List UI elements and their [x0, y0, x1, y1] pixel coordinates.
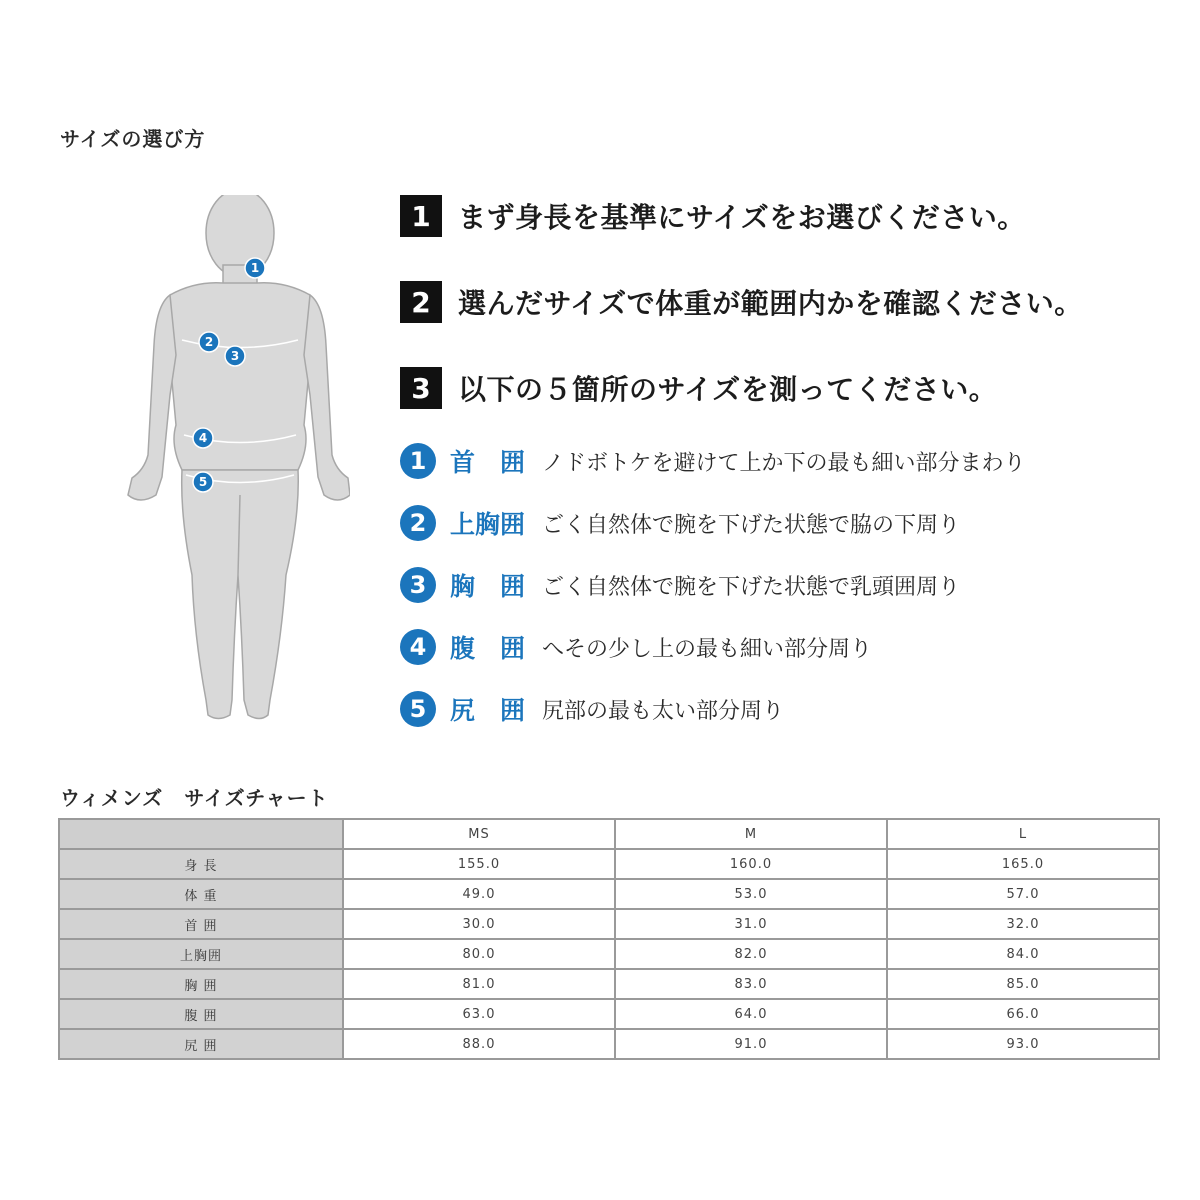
measure-label: 腹 囲 — [450, 634, 526, 663]
measure-point-waist — [400, 627, 872, 667]
step-number: 3 — [400, 367, 442, 409]
measure-label: 尻 囲 — [450, 696, 526, 725]
table-cell: 88.0 — [343, 1029, 615, 1059]
table-cell: 30.0 — [343, 909, 615, 939]
number-badge: 5 — [400, 691, 436, 727]
row-header: 上胸囲 — [59, 939, 343, 969]
table-cell: 83.0 — [615, 969, 887, 999]
figure-marker: 4 — [198, 431, 208, 445]
step-1 — [400, 195, 1026, 237]
table-row — [59, 879, 1159, 909]
step-number: 2 — [400, 281, 442, 323]
measure-description: へその少し上の最も細い部分周り — [542, 636, 873, 662]
table-cell: 82.0 — [615, 939, 887, 969]
table-row — [59, 999, 1159, 1029]
row-header: 尻 囲 — [59, 1029, 343, 1059]
table-cell: 49.0 — [343, 879, 615, 909]
table-cell: 93.0 — [887, 1029, 1159, 1059]
table-header-row — [59, 819, 1159, 849]
measure-label: 上胸囲 — [450, 510, 526, 539]
step-text: 以下の５箇所のサイズを測ってください。 — [458, 373, 998, 406]
measure-label: 首 囲 — [450, 448, 526, 477]
table-cell: 57.0 — [887, 879, 1159, 909]
measure-description: ごく自然体で腕を下げた状態で脇の下周り — [542, 512, 961, 538]
measure-description: 尻部の最も太い部分周り — [542, 698, 785, 724]
table-cell: 155.0 — [343, 849, 615, 879]
figure-marker: 2 — [204, 335, 214, 349]
number-badge: 1 — [400, 443, 436, 479]
row-header: 身 長 — [59, 849, 343, 879]
table-row — [59, 939, 1159, 969]
size-chart-title: ウィメンズ サイズチャート — [60, 786, 329, 810]
table-cell: 84.0 — [887, 939, 1159, 969]
step-text: 選んだサイズで体重が範囲内かを確認ください。 — [458, 287, 1083, 320]
figure-marker: 3 — [230, 349, 240, 363]
step-2 — [400, 281, 1083, 323]
table-cell: 91.0 — [615, 1029, 887, 1059]
body-figure-illustration — [110, 195, 350, 735]
table-cell: 85.0 — [887, 969, 1159, 999]
step-text: まず身長を基準にサイズをお選びください。 — [458, 201, 1026, 234]
figure-marker: 1 — [250, 261, 260, 275]
measure-point-hip — [400, 689, 784, 729]
size-chart-table — [58, 818, 1160, 1060]
table-row — [59, 969, 1159, 999]
table-cell: 63.0 — [343, 999, 615, 1029]
measure-point-neck — [400, 441, 1026, 481]
column-header: L — [887, 819, 1159, 849]
table-cell: 64.0 — [615, 999, 887, 1029]
figure-marker: 5 — [198, 475, 208, 489]
measure-description: ノドボトケを避けて上か下の最も細い部分まわり — [542, 450, 1026, 476]
table-cell: 31.0 — [615, 909, 887, 939]
row-header: 首 囲 — [59, 909, 343, 939]
row-header: 腹 囲 — [59, 999, 343, 1029]
row-header: 体 重 — [59, 879, 343, 909]
table-cell: 160.0 — [615, 849, 887, 879]
table-corner-cell — [59, 819, 343, 849]
step-3 — [400, 367, 997, 409]
column-header: M — [615, 819, 887, 849]
table-row — [59, 849, 1159, 879]
table-cell: 53.0 — [615, 879, 887, 909]
column-header: MS — [343, 819, 615, 849]
row-header: 胸 囲 — [59, 969, 343, 999]
table-cell: 81.0 — [343, 969, 615, 999]
table-cell: 80.0 — [343, 939, 615, 969]
number-badge: 2 — [400, 505, 436, 541]
table-cell: 165.0 — [887, 849, 1159, 879]
measure-point-chest — [400, 565, 960, 605]
guide-title: サイズの選び方 — [60, 127, 206, 151]
table-row — [59, 909, 1159, 939]
table-cell: 66.0 — [887, 999, 1159, 1029]
step-number: 1 — [400, 195, 442, 237]
table-cell: 32.0 — [887, 909, 1159, 939]
measure-description: ごく自然体で腕を下げた状態で乳頭囲周り — [542, 574, 961, 600]
number-badge: 3 — [400, 567, 436, 603]
number-badge: 4 — [400, 629, 436, 665]
measure-point-upper-chest — [400, 503, 960, 543]
measure-label: 胸 囲 — [450, 572, 526, 601]
table-row — [59, 1029, 1159, 1059]
